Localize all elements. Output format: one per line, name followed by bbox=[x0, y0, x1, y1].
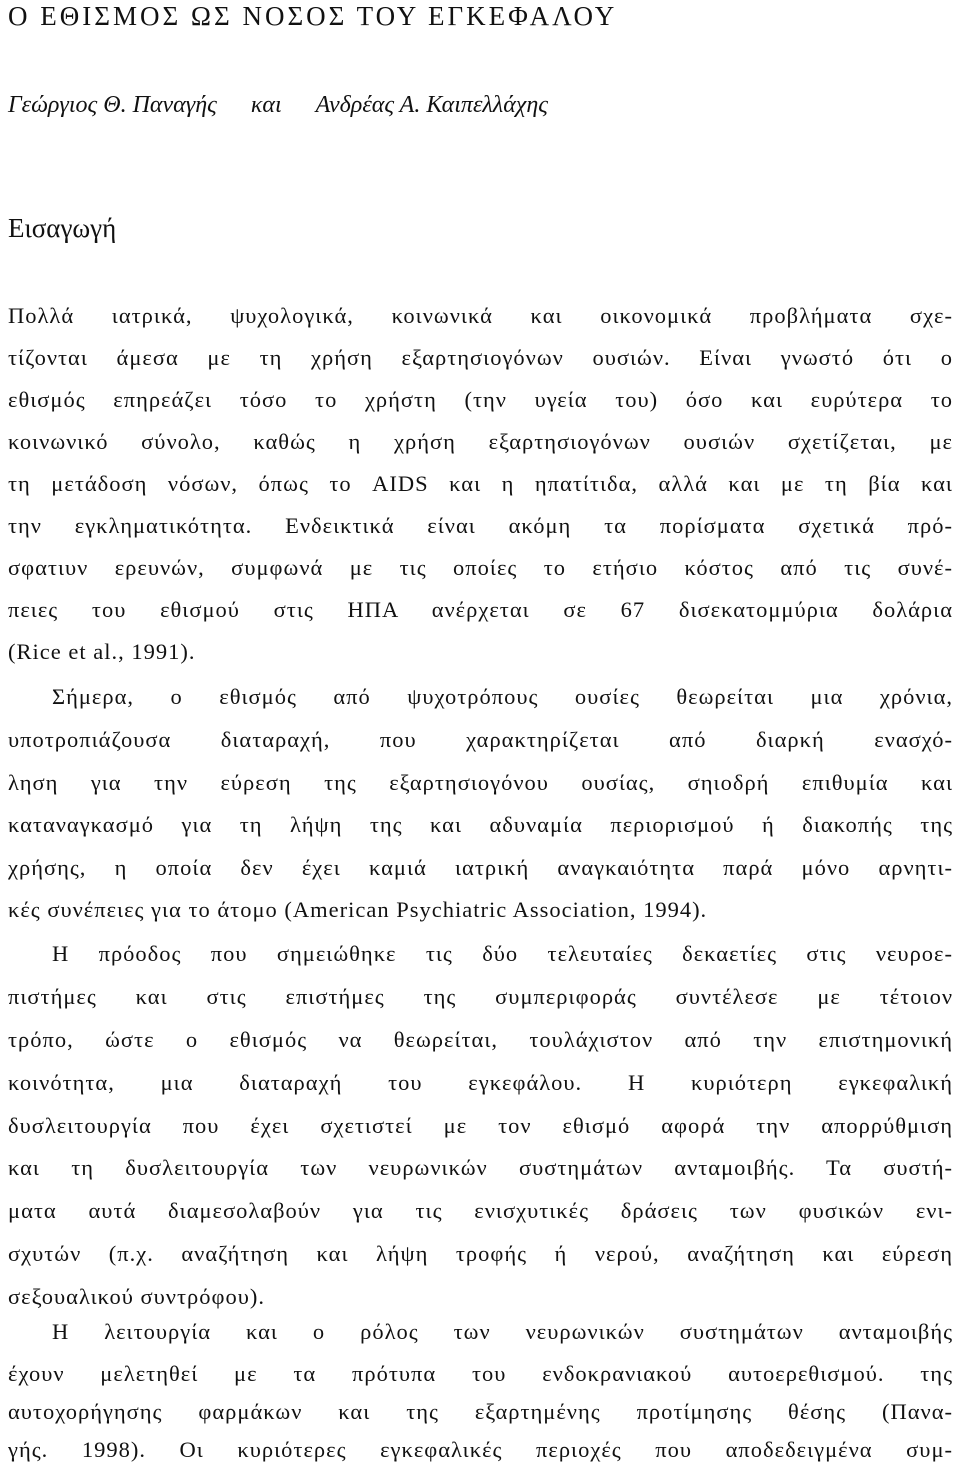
text-line: πιστήμες και στις επιστήμες της συμπεριφοράς συντέλεσε με τέτοιον bbox=[8, 984, 953, 1009]
text-line: υποτροπιάζουσα διαταραχή, που χαρακτηρίζεται από διαρκή ενασχό- bbox=[8, 727, 953, 752]
text-line: κές συνέπειες για το άτομο (American Psychiatric Association, 1994). bbox=[8, 897, 708, 922]
text-line: έχουν μελετηθεί με τα πρότυπα του ενδοκρανιακού αυτοερεθισμού. της bbox=[8, 1361, 953, 1386]
text-line: γής. 1998). Οι κυριότερες εγκεφαλικές περιοχές που αποδεδειγμένα συμ- bbox=[8, 1437, 953, 1462]
text-line: κοινότητα, μια διαταραχή του εγκεφάλου. Η κυριότερη εγκεφαλική bbox=[8, 1070, 953, 1095]
text-line: Η λειτουργία και ο ρόλος των νευρωνικών συστημάτων ανταμοιβής bbox=[52, 1319, 953, 1344]
text-line: καταναγκασμό για τη λήψη της και αδυναμία περιορισμού ή διακοπής της bbox=[8, 812, 953, 837]
text-line: εθισμός επηρεάζει τόσο το χρήστη (την υγεία του) όσο και ευρύτερα το bbox=[8, 387, 953, 412]
text-line: χρήσης, η οποία δεν έχει καμιά ιατρική αναγκαιότητα παρά μόνο αρνητι- bbox=[8, 855, 953, 880]
text-line: σφατιυν ερευνών, συμφωνά με τις οποίες το ετήσιο κόστος από τις συνέ- bbox=[8, 555, 953, 580]
text-line: (Rice et al., 1991). bbox=[8, 639, 196, 664]
text-line: αυτοχορήγησης φαρμάκων και της εξαρτημένης προτίμησης θέσης (Πανα- bbox=[8, 1399, 953, 1424]
author-2: Ανδρέας Α. Καιπελλάχης bbox=[315, 92, 548, 118]
text-line: σεξουαλικού συντρόφου). bbox=[8, 1284, 265, 1309]
text-line: την εγκληματικότητα. Ενδεικτικά είναι ακόμη τα πορίσματα σχετικά πρό- bbox=[8, 513, 953, 538]
text-line: ματα αυτά διαμεσολαβούν για τις ενισχυτικές δράσεις των φυσικών ενι- bbox=[8, 1198, 953, 1223]
text-line: Η πρόοδος που σημειώθηκε τις δύο τελευταίες δεκαετίες στις νευροε- bbox=[52, 941, 953, 966]
section-heading: Εισαγωγή bbox=[8, 213, 117, 243]
author-line bbox=[8, 90, 582, 120]
text-line: τρόπο, ώστε ο εθισμός να θεωρείται, τουλάχιστον από την επιστημονική bbox=[8, 1027, 953, 1052]
text-line: πειες του εθισμού στις ΗΠΑ ανέρχεται σε 67 δισεκατομμύρια δολάρια bbox=[8, 597, 953, 622]
text-line: Πολλά ιατρικά, ψυχολογικά, κοινωνικά και οικονομικά προβλήματα σχε- bbox=[8, 303, 953, 328]
text-line: Σήμερα, ο εθισμός από ψυχοτρόπους ουσίες θεωρείται μια χρόνια, bbox=[52, 684, 953, 709]
article-title: Ο ΕΘΙΣΜΟΣ ΩΣ ΝΟΣΟΣ ΤΟΥ ΕΓΚΕΦΑΛΟΥ bbox=[8, 1, 618, 31]
text-line: τίζονται άμεσα με τη χρήση εξαρτησιογόνων ουσιών. Είναι γνωστό ότι ο bbox=[8, 345, 953, 370]
text-line: κοινωνικό σύνολο, καθώς η χρήση εξαρτησιογόνων ουσιών σχετίζεται, με bbox=[8, 429, 953, 454]
author-1: Γεώργιος Θ. Παναγής bbox=[8, 92, 217, 118]
text-line: ληση για την εύρεση της εξαρτησιογόνου ουσίας, σηιοδρή επιθυμία και bbox=[8, 770, 953, 795]
text-line: και τη δυσλειτουργία των νευρωνικών συστημάτων ανταμοιβής. Τα συστή- bbox=[8, 1155, 953, 1180]
text-line: τη μετάδοση νόσων, όπως το AIDS και η ηπατίτιδα, αλλά και με τη βία και bbox=[8, 471, 953, 496]
text-line: σχυτών (π.χ. αναζήτηση και λήψη τροφής ή νερού, αναζήτηση και εύρεση bbox=[8, 1241, 953, 1266]
text-line: δυσλειτουργία που έχει σχετιστεί με τον εθισμό αφορά την απορρύθμιση bbox=[8, 1113, 953, 1138]
author-conjunction: και bbox=[250, 92, 282, 118]
